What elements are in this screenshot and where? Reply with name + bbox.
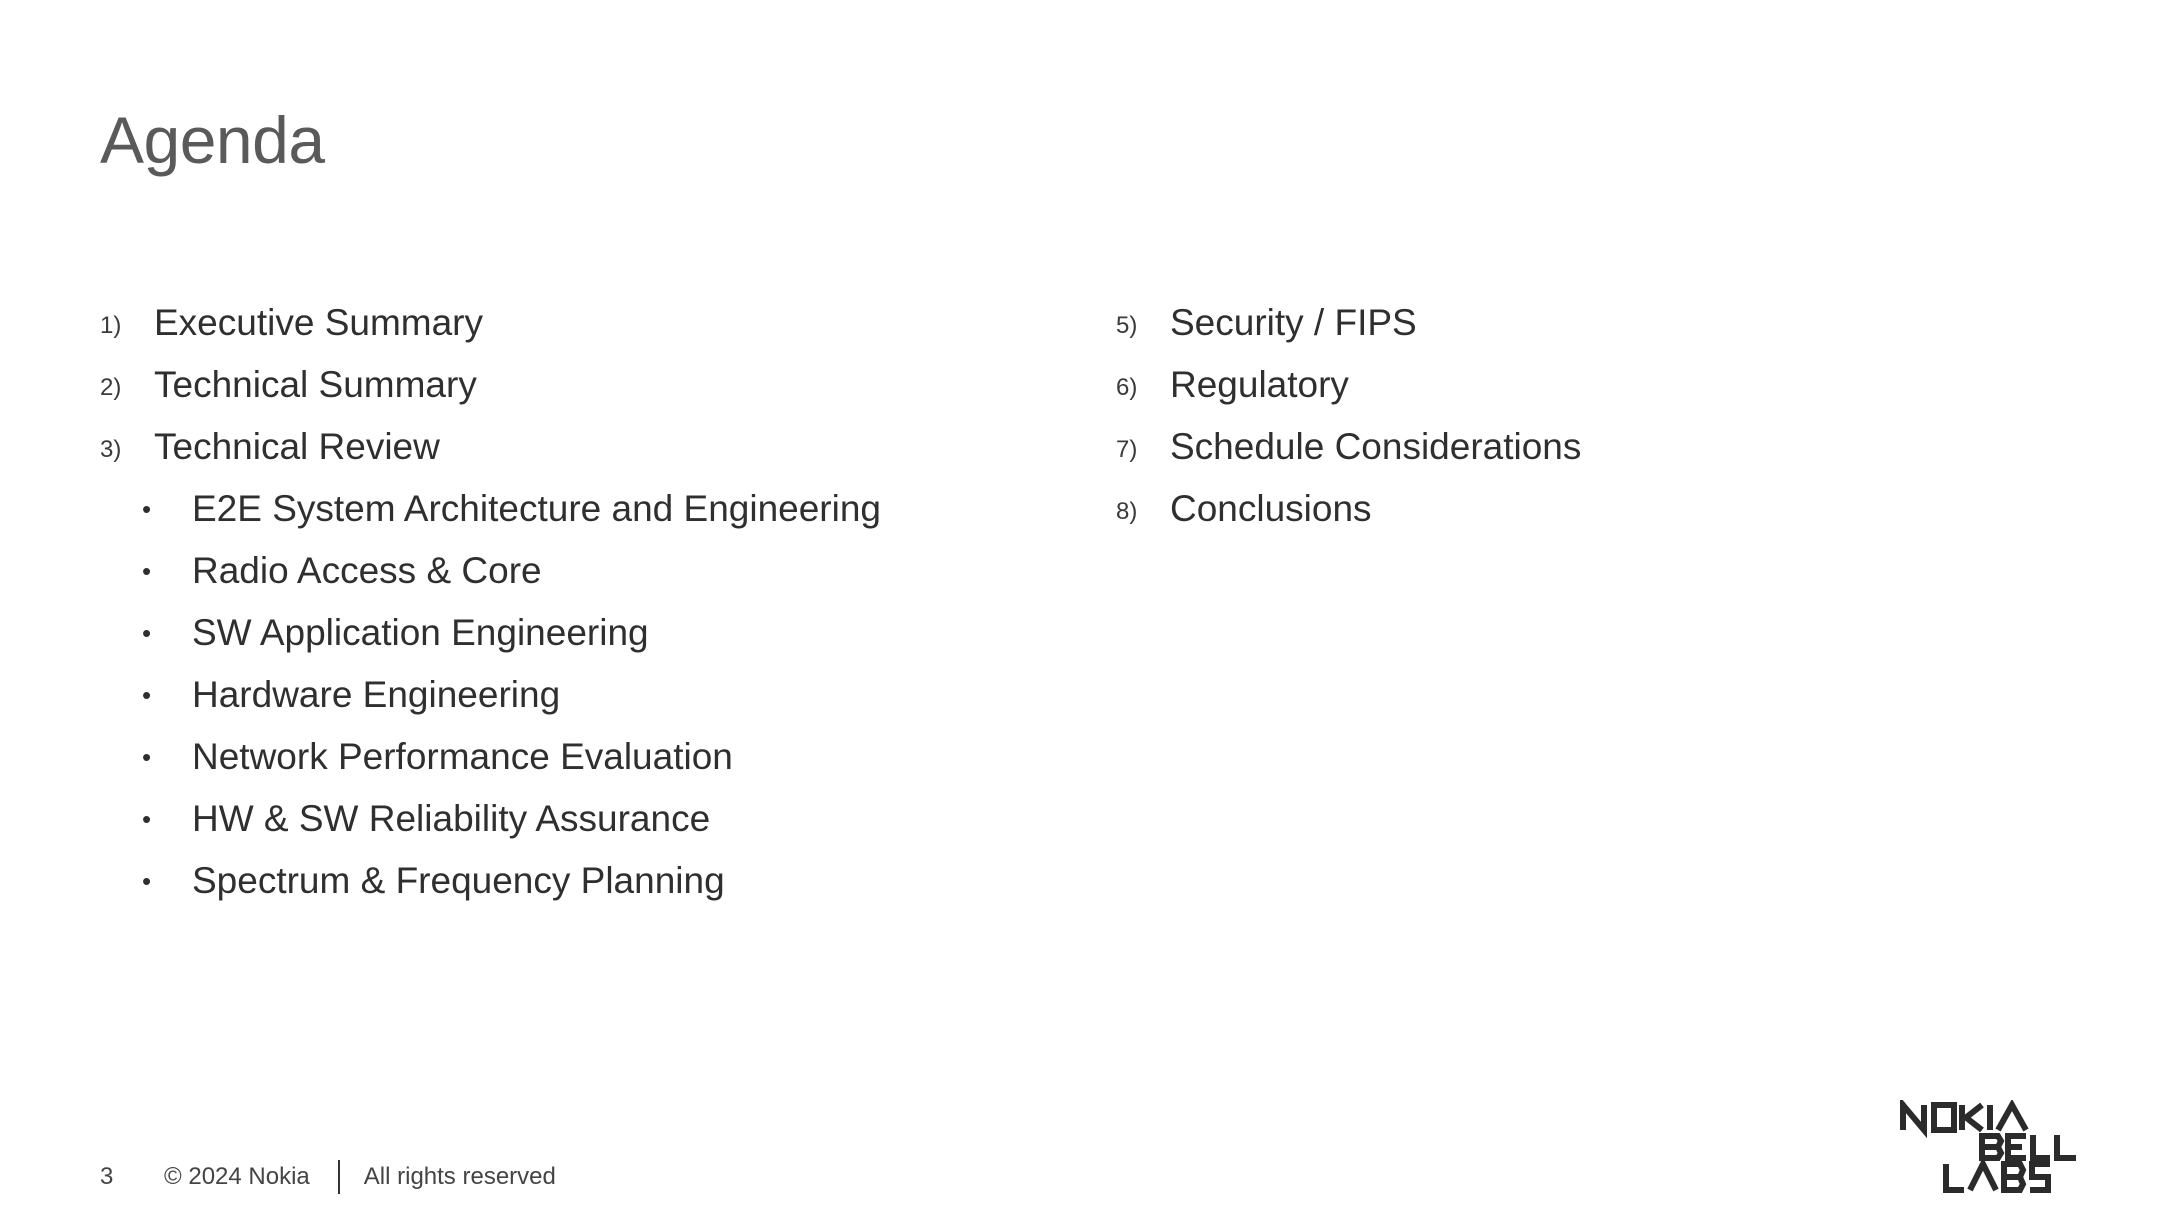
logo-line-bell — [1982, 1135, 2076, 1158]
logo-line-labs — [1946, 1164, 2050, 1190]
agenda-subitem-e2e-architecture — [100, 478, 881, 540]
item-number: 1) — [100, 312, 122, 339]
agenda-item-regulatory — [1116, 354, 1581, 416]
bullet-icon: • — [142, 865, 152, 896]
item-number: 3) — [100, 436, 122, 463]
subitem-label: HW & SW Reliability Assurance — [192, 798, 711, 839]
subitem-label: E2E System Architecture and Engineering — [192, 488, 881, 529]
item-label: Security / FIPS — [1170, 302, 1417, 343]
agenda-item-technical-review — [100, 416, 881, 478]
agenda-subitem-sw-application — [100, 602, 881, 664]
agenda-item-executive-summary — [100, 292, 881, 354]
agenda-item-security — [1116, 292, 1581, 354]
subitem-label: Spectrum & Frequency Planning — [192, 860, 725, 901]
item-number: 7) — [1116, 436, 1138, 463]
agenda-item-schedule — [1116, 416, 1581, 478]
item-number: 5) — [1116, 312, 1138, 339]
item-label: Technical Review — [154, 426, 440, 467]
item-label: Schedule Considerations — [1170, 426, 1582, 467]
rights-text: All rights reserved — [363, 1163, 556, 1190]
agenda-list-left — [100, 292, 881, 912]
slide-title: Agenda — [100, 103, 325, 177]
item-number: 6) — [1116, 374, 1138, 401]
page-number: 3 — [100, 1163, 114, 1190]
subitem-label: Radio Access & Core — [192, 550, 542, 591]
item-number: 8) — [1116, 498, 1138, 525]
bullet-icon: • — [142, 803, 152, 834]
agenda-subitem-network-performance — [100, 726, 881, 788]
item-number: 2) — [100, 374, 122, 401]
agenda-item-technical-summary — [100, 354, 881, 416]
bullet-icon: • — [142, 555, 152, 586]
agenda-subitem-reliability — [100, 788, 881, 850]
bullet-icon: • — [142, 679, 152, 710]
item-label: Conclusions — [1170, 488, 1372, 529]
subitem-label: Hardware Engineering — [192, 674, 561, 715]
bullet-icon: • — [142, 493, 152, 524]
bullet-icon: • — [142, 617, 152, 648]
copyright-text: © 2024 Nokia — [164, 1163, 310, 1190]
agenda-subitem-hardware — [100, 664, 881, 726]
item-label: Executive Summary — [154, 302, 483, 343]
item-label: Technical Summary — [154, 364, 477, 405]
subitem-label: SW Application Engineering — [192, 612, 649, 653]
subitem-label: Network Performance Evaluation — [192, 736, 733, 777]
agenda-item-conclusions — [1116, 478, 1581, 540]
footer-divider — [338, 1160, 340, 1194]
slide-footer — [100, 1160, 556, 1194]
bullet-icon: • — [142, 741, 152, 772]
nokia-bell-labs-logo — [1900, 1100, 2090, 1196]
logo-line-nokia — [1903, 1105, 2026, 1130]
item-label: Regulatory — [1170, 364, 1349, 405]
agenda-subitem-radio-access — [100, 540, 881, 602]
agenda-subitem-spectrum — [100, 850, 881, 912]
agenda-list-right — [1116, 292, 1581, 540]
